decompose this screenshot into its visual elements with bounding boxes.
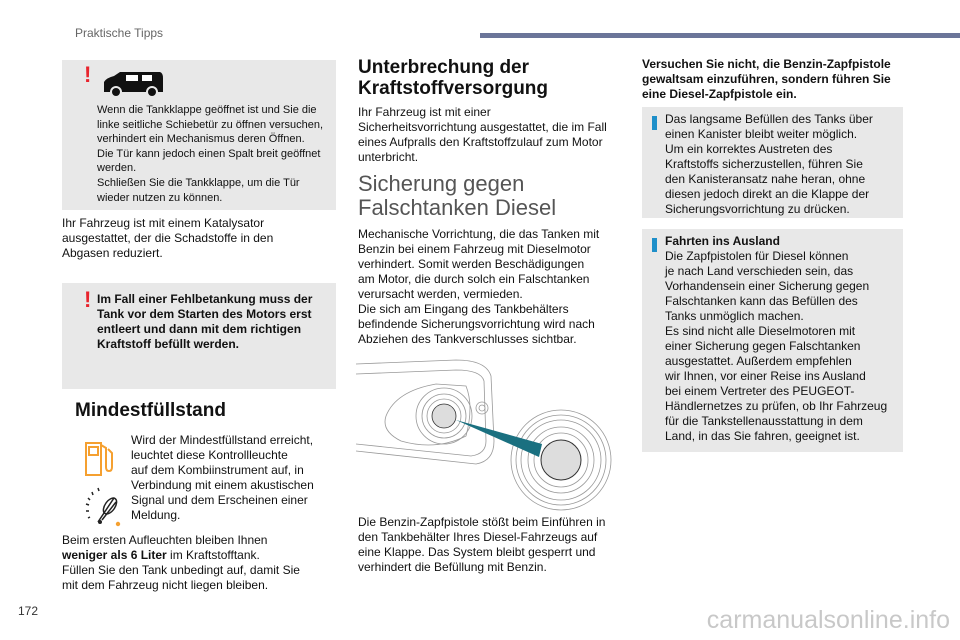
header-bar [480,33,960,38]
text-line: Um ein korrektes Austreten des [665,142,833,156]
info-icon [652,116,657,130]
text-line: Mechanische Vorrichtung, die das Tanken mit [358,227,600,241]
text-line: Die Benzin-Zapfpistole stößt beim Einführen in [358,515,606,529]
fuel-amount: weniger als 6 Liter [62,548,167,562]
info-icon [652,238,657,252]
fuel-filler-illustration [356,356,616,514]
text-line: den Tankbehälter Ihres Diesel-Fahrzeugs auf [358,530,598,544]
heading-line: Falschtanken Diesel [358,195,557,220]
section-heading-misfuel-device [358,172,556,220]
text-line: Signal und dem Erscheinen einer [131,493,308,507]
text-line: eines Aufpralls den Kraftstoffzulauf zum Motor [358,135,603,149]
text-line: wir Ihnen, vor einer Reise ins Ausland [665,369,866,383]
text-line: verhindert ein Mechanismus deren Öffnen. [97,133,305,146]
text-line: Falschtanken kann das Befüllen des [665,294,858,308]
diesel-nozzle-warning [642,57,891,102]
text-line: Land, in das Sie fahren, geeignet ist. [665,429,860,443]
text-line: Es sind nicht alle Dieselmotoren mit [665,324,856,338]
text-line: Wenn die Tankklappe geöffnet ist und Sie die [97,104,317,116]
misfuel-device-text [358,227,599,347]
fuel-cutoff-text [358,105,607,165]
text-line: Vorhandensein einer Sicherung gegen [665,279,870,293]
text-line: unterbricht. [358,150,419,164]
text-line: den Kanisteransatz nahe heran, ohne [665,172,866,186]
text-line: Benzin bei einem Fahrzeug mit Dieselmotor [358,242,591,256]
text-line: Abziehen des Tankverschlusses sichtbar. [358,332,577,346]
text-line: eine Klappe. Das System bleibt gesperrt und [358,545,596,559]
text-line: Füllen Sie den Tank unbedingt auf, damit Sie [62,563,300,577]
text-line: Sicherheitsvorrichtung ausgestattet, die im Fall [358,120,607,134]
text-line: Meldung. [131,508,181,522]
abroad-text [665,249,887,444]
warning-door-text [97,103,323,205]
text-line: Kraftstoffs sicherzustellen, führen Sie [665,157,863,171]
text-line: Die Tür kann jedoch einen Spalt breit geöffnet [97,147,321,160]
abroad-title: Fahrten ins Ausland [665,234,780,248]
text-line: eine Diesel-Zapfpistole ein. [642,87,797,101]
text-line: werden. [97,162,137,175]
text-line: Ihr Fahrzeug ist mit einer [358,105,491,119]
section-heading-min-level: Mindestfüllstand [75,400,226,421]
text-line: für die Tankstellenausstattung in dem [665,414,863,428]
min-level-text [131,433,314,523]
text-line: linke seitliche Schiebetür zu öffnen versuchen, [97,118,324,131]
text-line: Beim ersten Aufleuchten bleiben Ihnen [62,533,268,547]
text-line: Händlernetzes zu prüfen, ob Ihr Fahrzeug [665,399,888,413]
text-line: Schließen Sie die Tankklappe, um die Tür [97,176,300,189]
first-warning-text [62,533,300,593]
warning-icon: ! [84,62,92,87]
page-number: 172 [18,604,39,618]
text-line: Ihr Fahrzeug ist mit einem Katalysator [62,216,265,230]
van-icon [102,70,164,98]
text-line: Im Fall einer Fehlbetankung muss der [97,292,313,306]
text-line: gewaltsam einzuführen, sondern führen Sie [642,72,891,86]
text-line: einer Sicherung gegen Falschtanken [665,339,861,353]
warning-icon: ! [84,287,92,312]
watermark: carmanualsonline.info [706,606,950,634]
section-heading-fuel-cutoff [358,57,548,99]
text-line: ausgestattet, der die Schadstoffe in den [62,231,274,245]
text-line: ausgestattet. Außerdem empfehlen [665,354,852,368]
text-line: Tank vor dem Starten des Motors erst [97,307,312,321]
text-line: auf dem Kombiinstrument auf, in [131,463,304,477]
text-line: Abgasen reduziert. [62,246,163,260]
text-line: Das langsame Befüllen des Tanks über [665,112,873,126]
text-line: wieder nutzen zu können. [97,191,223,204]
text-line: verhindert die Befüllung mit Benzin. [358,560,547,574]
warning-misfuel-text [97,292,312,352]
text-line: Wird der Mindestfüllstand erreicht, [131,433,314,447]
heading-line: Sicherung gegen [358,171,525,196]
text-line: einen Kanister bleibt weiter möglich. [665,127,858,141]
section-title: Praktische Tipps [75,26,164,40]
text-line: Versuchen Sie nicht, die Benzin-Zapfpistole [642,57,891,71]
text-line [62,548,300,563]
text-line: Kraftstoff befüllt werden. [97,337,240,351]
text-line: mit dem Fahrzeug nicht liegen bleiben. [62,578,269,592]
catalyst-text [62,216,273,261]
fuel-gauge-icon [76,486,122,528]
text-line: verursacht werden, vermieden. [358,287,523,301]
text-line: je nach Land verschieden sein, das [665,264,854,278]
text-fragment: im Kraftstofftank. [166,548,260,562]
text-line: Verbindung mit einem akustischen [131,478,314,492]
flap-text [358,515,605,575]
text-line: leuchtet diese Kontrollleuchte [131,448,288,462]
text-line: Die sich am Eingang des Tankbehälters [358,302,569,316]
text-line: befindende Sicherungsvorrichtung wird nach [358,317,595,331]
text-line: diesen jedoch direkt an die Klappe der [665,187,870,201]
heading-line: Unterbrechung der [358,57,530,78]
text-line: Die Zapfpistolen für Diesel können [665,249,849,263]
heading-line: Kraftstoffversorgung [358,78,549,99]
fuel-pump-icon [84,441,114,477]
canister-text [665,112,873,217]
text-line: bei einem Vertreter des PEUGEOT- [665,384,855,398]
text-line: Sicherungsvorrichtung zu drücken. [665,202,850,216]
text-line: verhindert. Somit werden Beschädigungen [358,257,585,271]
text-line: entleert und dann mit dem richtigen [97,322,302,336]
text-line: am Motor, die durch solch ein Falschtanken [358,272,590,286]
text-line: Tanks unmöglich machen. [665,309,804,323]
